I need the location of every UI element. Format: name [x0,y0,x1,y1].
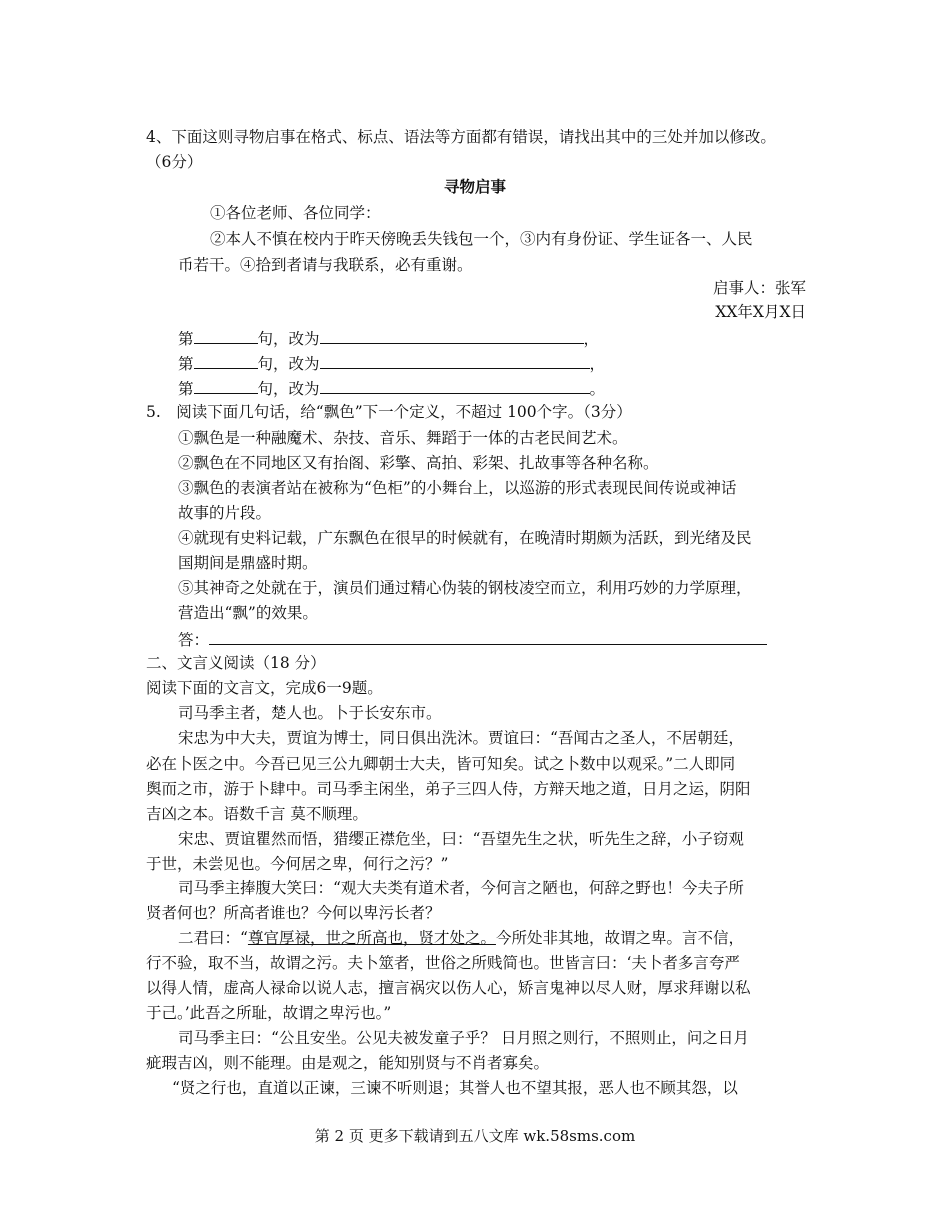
fill-line-1 [178,327,599,349]
passage-p4-cont: 贤者何也？所高者谁也？今何以卑污长者？ [146,904,441,922]
q4-score: （6分） [146,153,203,171]
notice-date: XX年X月X日 [715,303,806,321]
q5-sentence-4-cont: 国期间是鼎盛时期。 [178,554,318,572]
q5-sentence-5-cont: 营造出“飘”的效果。 [178,604,318,622]
passage-p2-cont: 必在卜医之中。今吾已见三公九卿朝士大夫，皆可知矣。试之卜数中以观采。”二人即同 [146,755,736,773]
fill-line-3 [178,377,605,399]
underlined-sentence: 尊官厚禄，世之所高也，贤才处之。 [247,929,496,947]
blank-sentence-2[interactable] [194,352,258,369]
passage-p5-cont: 行不验，取不当，故谓之污。夫卜筮者，世俗之所贱简也。世皆言曰：‘夫卜者多言夸严 [146,954,740,972]
blank-sentence-3[interactable] [194,377,258,394]
p5-lead: 二君曰：“ [178,929,248,947]
fill-end: 。 [589,380,606,398]
passage-p5-cont: 以得人情，虚高人禄命以说人志，擅言祸灾以伤人心，矫言鬼神以尽人财，厚求拜谢以私 [146,979,751,997]
p5-rest: 今所处非其地，故谓之卑。言不信， [495,929,744,947]
passage-p7: “贤之行也，直道以正谏，三谏不听则退；其誉人也不望其报，恶人也不顾其怨，以 [172,1079,738,1097]
fill-prefix: 第 [178,355,194,373]
passage-p5-cont: 于己。’此吾之所耻，故谓之卑污也。” [146,1004,392,1022]
notice-signer: 启事人：张军 [712,279,806,297]
fill-mid: 句，改为 [257,380,320,398]
blank-correction-2[interactable] [320,352,590,369]
q5-sentence-2: ②飘色在不同地区又有抬阁、彩擎、高拍、彩架、扎故事等各种名称。 [178,454,659,472]
q4-stem: 4、下面这则寻物启事在格式、标点、语法等方面都有错误，请找出其中的三处并加以修改。 [146,128,776,146]
passage-p2-cont: 舆而之市，游于卜肆中。司马季主闲坐，弟子三四人侍，方辩天地之道，日月之运，阴阳 [146,780,751,798]
fill-mid: 句，改为 [257,355,320,373]
fill-mid: 句，改为 [257,330,320,348]
passage-p3: 宋忠、贾谊瞿然而悟，猎缨正襟危坐，曰：“吾望先生之状，听先生之辞，小子窃观 [178,830,744,848]
section-heading: 二、文言义阅读（18 分） [146,654,326,672]
answer-blank[interactable] [209,628,767,645]
passage-p1: 司马季主者，楚人也。卜于长安东市。 [178,704,442,722]
passage-p3-cont: 于世，未尝见也。今何居之卑，何行之污？” [146,855,449,873]
passage-p4: 司马季主捧腹大笑曰：“观大夫类有道术者，今何言之陋也，何辞之野也！今夫子所 [178,879,744,897]
q5-sentence-3: ③飘色的表演者站在被称为“色柜”的小舞台上，以巡游的形式表现民间传说或神话 [178,479,737,497]
fill-end: ， [589,355,606,373]
section-instruction: 阅读下面的文言文，完成6一9题。 [146,679,383,697]
blank-correction-3[interactable] [320,377,590,394]
page-footer: 第 2 页 更多下载请到五八文库 wk.58sms.com [314,1127,636,1145]
passage-p2: 宋忠为中大夫，贾谊为博士，同日俱出洗沐。贾谊曰：“吾闻古之圣人，不居朝廷， [178,729,744,747]
passage-p6-cont: 疵瑕吉凶，则不能理。由是观之，能知别贤与不肖者寡矣。 [146,1054,550,1072]
q5-stem: 5. 阅读下面几句话，给“飘色”下一个定义，不超过 100个字。（3分） [146,403,632,421]
notice-sentence-2-cont: 币若干。④拾到者请与我联系，必有重谢。 [178,256,473,274]
passage-p6: 司马季主曰：“公且安坐。公见夫被发童子乎？ 日月照之则行，不照则止，问之日月 [178,1029,749,1047]
fill-prefix: 第 [178,330,194,348]
notice-sentence-2: ②本人不慎在校内于昨天傍晚丢失钱包一个，③内有身份证、学生证各一、人民 [210,230,753,248]
fill-end: ， [583,330,600,348]
blank-correction-1[interactable] [320,327,584,344]
q5-sentence-5: ⑤其神奇之处就在于，演员们通过精心伪装的钢枝凌空而立，利用巧妙的力学原理， [178,579,752,597]
notice-title: 寻物启事 [443,178,506,196]
notice-sentence-1: ①各位老师、各位同学： [210,204,381,222]
fill-prefix: 第 [178,380,194,398]
q5-answer-line [178,628,767,650]
q5-sentence-4: ④就现有史料记载，广东飘色在很早的时候就有，在晚清时期颇为活跃，到光绪及民 [178,529,752,547]
q5-sentence-3-cont: 故事的片段。 [178,504,272,522]
passage-p2-cont: 吉凶之本。语数千言 莫不顺理。 [146,805,368,823]
answer-label: 答： [178,631,210,649]
blank-sentence-1[interactable] [194,327,258,344]
fill-line-2 [178,352,605,374]
passage-p5 [178,928,744,948]
q5-sentence-1: ①飘色是一种融魔术、杂技、音乐、舞蹈于一体的古老民间艺术。 [178,429,628,447]
